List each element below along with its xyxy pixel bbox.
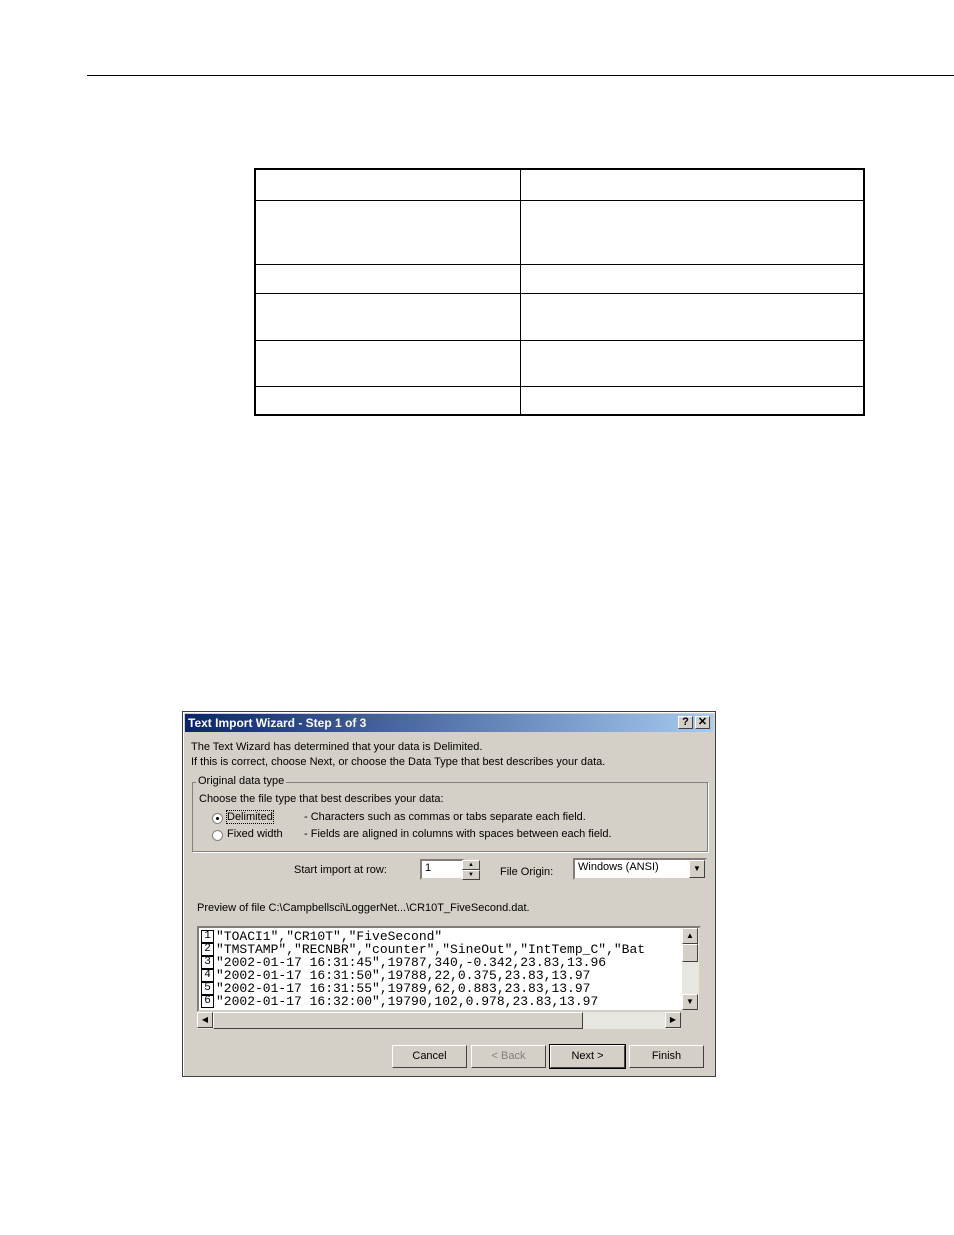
close-button[interactable]: ✕ (695, 716, 710, 729)
table-column-divider (520, 170, 521, 414)
delimited-radio[interactable] (212, 813, 223, 824)
table-row-divider (256, 293, 863, 294)
table-row-divider (256, 340, 863, 341)
text-import-wizard-dialog (182, 711, 716, 1077)
scroll-left-icon[interactable]: ◀ (197, 1012, 213, 1028)
start-row-input[interactable]: 1 (420, 859, 464, 880)
line-text: "TMSTAMP","RECNBR","counter","SineOut","IntTemp_C","Bat (216, 942, 646, 957)
file-origin-label: File Origin: (500, 866, 554, 878)
line-text: "2002-01-17 16:31:55",19789,62,0.883,23.83,13.97 (216, 981, 591, 996)
file-origin-dropdown-button[interactable]: ▼ (689, 860, 705, 878)
spin-up-button[interactable]: ▲ (462, 860, 480, 870)
line-number: 6 (201, 995, 214, 1008)
file-preview[interactable] (197, 926, 701, 1012)
file-origin-select[interactable]: Windows (ANSI) (573, 858, 707, 880)
choose-file-type-label: Choose the file type that best describes your data: (199, 793, 444, 805)
delimited-description: - Characters such as commas or tabs separate each field. (304, 811, 586, 823)
line-text: "2002-01-17 16:31:45",19787,340,-0.342,23.83,13.96 (216, 955, 607, 970)
line-text: "TOACI1","CR10T","FiveSecond" (216, 929, 443, 944)
document-table (254, 168, 865, 416)
delimited-label[interactable]: Delimited (227, 811, 273, 823)
dialog-title: Text Import Wizard - Step 1 of 3 (188, 716, 367, 730)
help-button[interactable]: ? (678, 716, 693, 729)
table-row-divider (256, 200, 863, 201)
start-row-label: Start import at row: (294, 864, 387, 876)
scroll-right-icon[interactable]: ▶ (665, 1012, 681, 1028)
back-button[interactable]: < Back (471, 1045, 546, 1068)
cancel-button[interactable]: Cancel (392, 1045, 467, 1068)
vertical-scroll-thumb[interactable] (682, 944, 698, 962)
group-label: Original data type (198, 775, 285, 787)
scroll-up-icon[interactable]: ▲ (682, 928, 698, 944)
fixed-width-label[interactable]: Fixed width (227, 828, 283, 840)
fixed-width-radio[interactable] (212, 830, 223, 841)
intro-text-line2: If this is correct, choose Next, or choose the Data Type that best describes your data. (191, 756, 606, 768)
line-number: 3 (201, 956, 214, 969)
horizontal-scrollbar[interactable] (197, 1012, 681, 1029)
next-button[interactable]: Next > (550, 1045, 625, 1068)
line-number: 5 (201, 982, 214, 995)
line-number: 4 (201, 969, 214, 982)
horizontal-scroll-thumb[interactable] (213, 1012, 583, 1029)
line-text: "2002-01-17 16:32:00",19790,102,0.978,23.83,13.97 (216, 994, 599, 1009)
preview-line (201, 995, 598, 1008)
line-text: "2002-01-17 16:31:50",19788,22,0.375,23.83,13.97 (216, 968, 591, 983)
table-row-divider (256, 264, 863, 265)
line-number: 1 (201, 930, 214, 943)
header-rule (87, 75, 954, 76)
scroll-down-icon[interactable]: ▼ (682, 994, 698, 1010)
finish-button[interactable]: Finish (629, 1045, 704, 1068)
table-row-divider (256, 386, 863, 387)
fixed-width-description: - Fields are aligned in columns with spaces between each field. (304, 828, 612, 840)
spin-down-button[interactable]: ▼ (462, 870, 480, 880)
vertical-scrollbar[interactable] (682, 928, 699, 1010)
preview-label: Preview of file C:\Campbellsci\LoggerNet...\CR10T_FiveSecond.dat. (197, 902, 530, 914)
line-number: 2 (201, 943, 214, 956)
intro-text-line1: The Text Wizard has determined that your data is Delimited. (191, 741, 483, 753)
title-bar (185, 714, 713, 732)
